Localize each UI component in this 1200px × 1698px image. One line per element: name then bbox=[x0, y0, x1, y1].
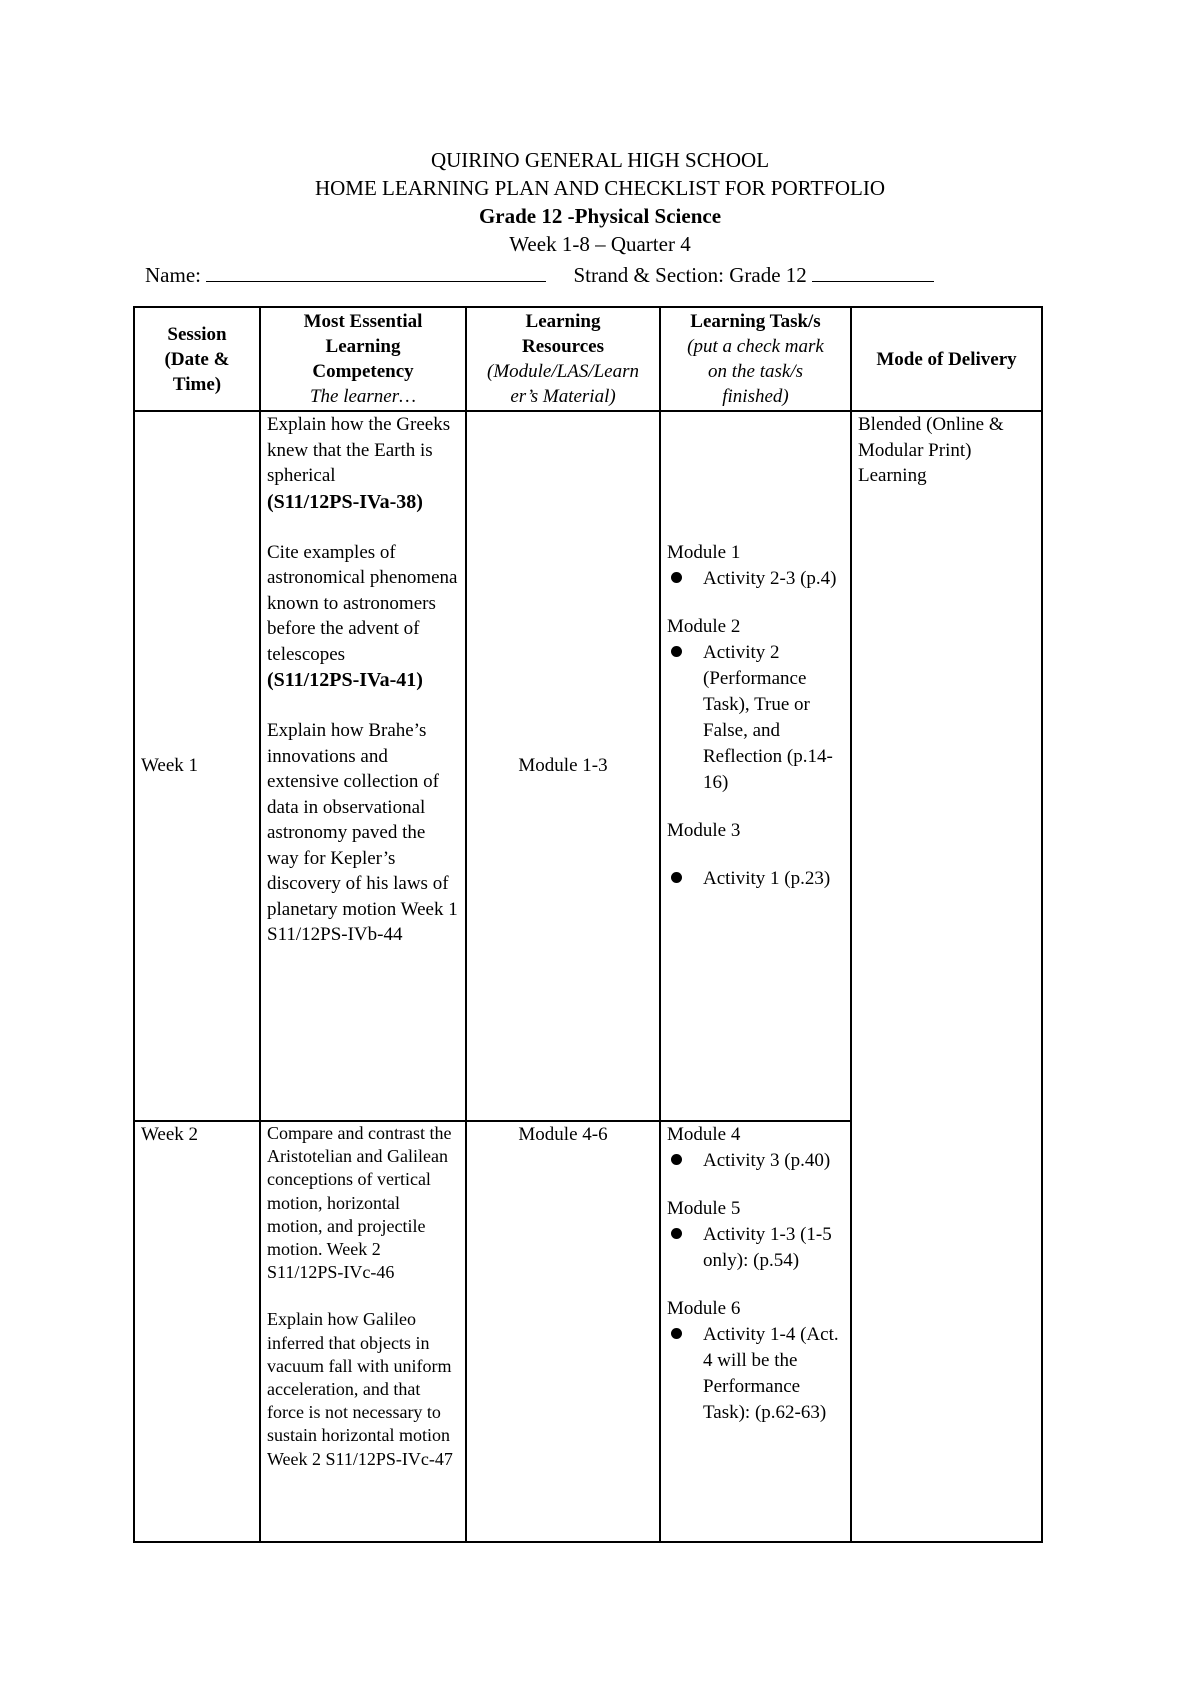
week1-competency-2: Cite examples of astronomical phenomena known to astronomers before the advent of telescopes bbox=[267, 541, 458, 665]
table-header-row bbox=[134, 307, 1042, 411]
mode-of-delivery: Blended (Online & Modular Print) Learning bbox=[851, 411, 1042, 1542]
week1-task-activity-3[interactable] bbox=[667, 866, 844, 892]
week1-competencies bbox=[260, 411, 466, 1121]
week1-code-2: (S11/12PS-IVa-41) bbox=[267, 669, 423, 691]
subject-title: Grade 12 -Physical Science bbox=[478, 204, 722, 228]
header-delivery bbox=[851, 307, 1042, 411]
header-tasks-line2: (put a check mark bbox=[687, 336, 824, 357]
school-name: QUIRINO GENERAL HIGH SCHOOL bbox=[430, 148, 770, 172]
document-header bbox=[0, 146, 1200, 258]
week2-task-module-4: Module 4 bbox=[667, 1124, 741, 1145]
document-title: HOME LEARNING PLAN AND CHECKLIST FOR PORTFOLIO bbox=[314, 176, 886, 200]
bullet-icon bbox=[671, 646, 682, 657]
week1-task-module-1: Module 1 bbox=[667, 542, 741, 563]
header-session-line1: Session bbox=[167, 323, 227, 345]
header-resources bbox=[466, 307, 660, 411]
week2-task-activity-6[interactable] bbox=[667, 1322, 844, 1426]
week1-task-activity-3-text: Activity 1 (p.23) bbox=[703, 868, 831, 889]
week1-competency-1: Explain how the Greeks knew that the Earth is spherical bbox=[267, 414, 451, 486]
week2-task-activity-6-text: Activity 1-4 (Act. 4 will be the Performance Task): (p.62-63) bbox=[703, 1324, 839, 1423]
week1-task-activity-1-text: Activity 2-3 (p.4) bbox=[703, 568, 837, 589]
week1-session: Week 1 bbox=[134, 411, 260, 1121]
week1-competency-3: Explain how Brahe’s innovations and extensive collection of data in observational astronomy paved the way for Kepler’s discovery of his laws of planetary motion Week 1 S11/12PS-IVb-44 bbox=[267, 720, 458, 945]
header-tasks-line4: finished) bbox=[722, 386, 789, 407]
section-blank[interactable] bbox=[812, 263, 934, 282]
week2-task-activity-5[interactable] bbox=[667, 1222, 844, 1274]
week2-task-module-5: Module 5 bbox=[667, 1198, 741, 1219]
bullet-icon bbox=[671, 572, 682, 583]
week1-task-module-3: Module 3 bbox=[667, 820, 741, 841]
week2-tasks bbox=[660, 1121, 851, 1542]
header-tasks-line1: Learning Task/s bbox=[690, 311, 821, 332]
header-resources-line4: er’s Material) bbox=[510, 386, 616, 407]
table-row-week1 bbox=[134, 411, 1042, 1121]
header-resources-line1: Learning bbox=[525, 311, 601, 332]
bullet-icon bbox=[671, 872, 682, 883]
week2-task-activity-4-text: Activity 3 (p.40) bbox=[703, 1150, 831, 1171]
week1-task-activity-2-text: Activity 2 (Performance Task), True or False, and Reflection (p.14-16) bbox=[703, 642, 833, 793]
header-delivery-line1: Mode of Delivery bbox=[876, 348, 1017, 370]
week2-task-activity-5-text: Activity 1-3 (1-5 only): (p.54) bbox=[703, 1224, 832, 1271]
week2-competencies bbox=[260, 1121, 466, 1542]
name-blank[interactable] bbox=[206, 263, 546, 282]
header-competency-line1: Most Essential bbox=[303, 311, 423, 332]
strand-label: Strand & Section: Grade 12 bbox=[573, 263, 807, 287]
week2-competency-1: Compare and contrast the Aristotelian and Galilean conceptions of vertical motion, horizontal motion, and projectile motion. Week 2 S11/12PS-IVc-46 bbox=[267, 1123, 452, 1283]
header-tasks-line3: on the task/s bbox=[708, 361, 803, 382]
header-session bbox=[134, 307, 260, 411]
learning-plan-table bbox=[133, 306, 1043, 1543]
header-competency bbox=[260, 307, 466, 411]
header-session-line3: Time) bbox=[172, 373, 222, 395]
name-label: Name: bbox=[145, 263, 201, 287]
name-strand-line bbox=[145, 262, 1045, 288]
bullet-icon bbox=[671, 1228, 682, 1239]
week1-task-module-2: Module 2 bbox=[667, 616, 741, 637]
header-resources-line3: (Module/LAS/Learn bbox=[487, 361, 639, 382]
bullet-icon bbox=[671, 1154, 682, 1165]
bullet-icon bbox=[671, 1328, 682, 1339]
week1-code-1: (S11/12PS-IVa-38) bbox=[267, 490, 423, 513]
header-competency-line2: Learning bbox=[325, 336, 401, 357]
period-label: Week 1-8 – Quarter 4 bbox=[509, 232, 691, 256]
week1-task-activity-2[interactable] bbox=[667, 640, 844, 796]
header-session-line2: (Date & bbox=[164, 348, 230, 370]
header-competency-line3: Competency bbox=[312, 361, 414, 382]
week2-task-module-6: Module 6 bbox=[667, 1298, 741, 1319]
week2-task-activity-4[interactable] bbox=[667, 1148, 844, 1174]
header-competency-line4: The learner… bbox=[309, 386, 417, 407]
header-resources-line2: Resources bbox=[522, 336, 604, 357]
header-tasks bbox=[660, 307, 851, 411]
week2-resources: Module 4-6 bbox=[466, 1121, 660, 1542]
week1-task-activity-1[interactable] bbox=[667, 566, 844, 592]
week1-tasks bbox=[660, 411, 851, 1121]
week2-session: Week 2 bbox=[134, 1121, 260, 1542]
week1-resources: Module 1-3 bbox=[466, 411, 660, 1121]
week2-competency-2: Explain how Galileo inferred that objects in vacuum fall with uniform acceleration, and that force is not necessary to sustain horizontal motion Week 2 S11/12PS-IVc-47 bbox=[267, 1309, 453, 1469]
